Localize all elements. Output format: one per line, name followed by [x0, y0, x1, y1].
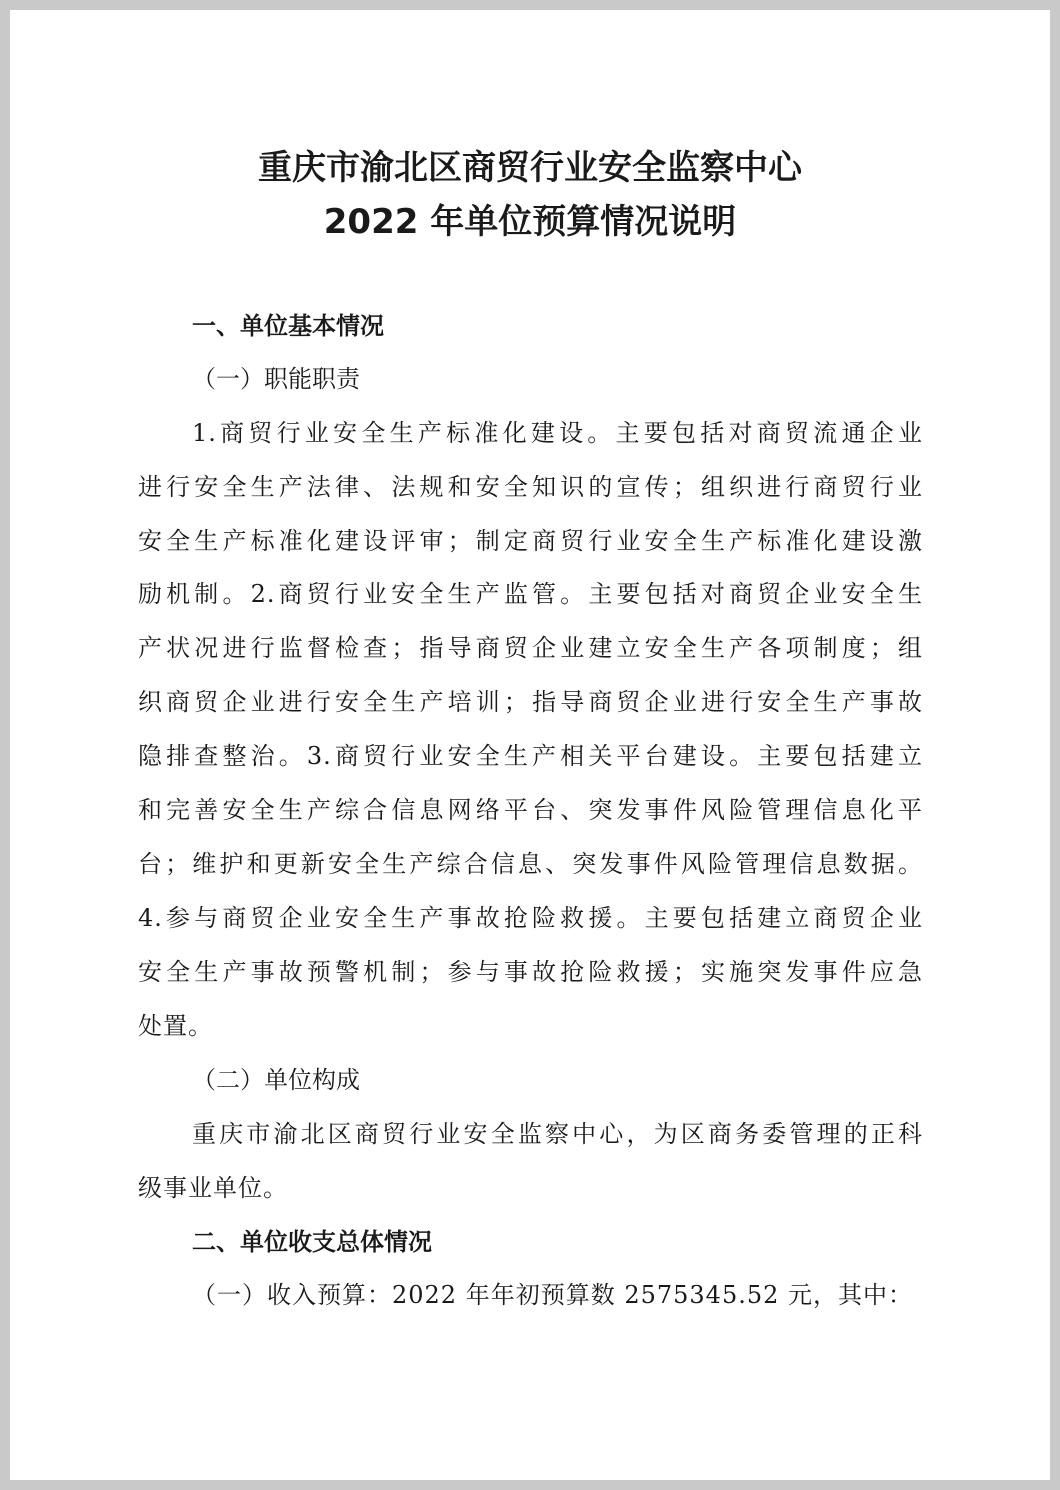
document-page: [10, 10, 1050, 1480]
duties-paragraph-line: 织商贸企业进行安全生产培训；指导商贸企业进行安全生产事故: [138, 688, 923, 716]
duties-paragraph-line: 4.参与商贸企业安全生产事故抢险救援。主要包括建立商贸企业: [138, 904, 923, 932]
subsection-composition-heading: （二）单位构成: [192, 1066, 360, 1094]
duties-paragraph-line: 隐排查整治。3.商贸行业安全生产相关平台建设。主要包括建立: [138, 742, 923, 770]
duties-paragraph-line: 处置。: [138, 1012, 213, 1040]
duties-paragraph-line: 产状况进行监督检查；指导商贸企业建立安全生产各项制度；组: [138, 634, 923, 662]
duties-paragraph-line: 和完善安全生产综合信息网络平台、突发事件风险管理信息化平: [138, 796, 923, 824]
section-1-heading: 一、单位基本情况: [192, 312, 384, 340]
duties-paragraph-line: 1.商贸行业安全生产标准化建设。主要包括对商贸流通企业: [192, 419, 923, 447]
duties-paragraph-line: 台；维护和更新安全生产综合信息、突发事件风险管理信息数据。: [138, 850, 923, 878]
composition-paragraph-line: 级事业单位。: [138, 1174, 288, 1202]
subsection-duties-heading: （一）职能职责: [192, 365, 360, 393]
duties-paragraph-line: 进行安全生产法律、法规和安全知识的宣传；组织进行商贸行业: [138, 473, 923, 501]
duties-paragraph-line: 励机制。2.商贸行业安全生产监管。主要包括对商贸企业安全生: [138, 580, 923, 608]
composition-paragraph-line: 重庆市渝北区商贸行业安全监察中心，为区商务委管理的正科: [192, 1120, 923, 1148]
income-budget-line: （一）收入预算：2022 年年初预算数 2575345.52 元，其中：: [192, 1281, 914, 1309]
section-2-heading: 二、单位收支总体情况: [192, 1228, 432, 1256]
duties-paragraph-line: 安全生产标准化建设评审；制定商贸行业安全生产标准化建设激: [138, 527, 923, 555]
document-title-line-2: 2022 年单位预算情况说明: [323, 202, 737, 242]
document-title-line-1: 重庆市渝北区商贸行业安全监察中心: [258, 148, 802, 188]
duties-paragraph-line: 安全生产事故预警机制；参与事故抢险救援；实施突发事件应急: [138, 958, 923, 986]
